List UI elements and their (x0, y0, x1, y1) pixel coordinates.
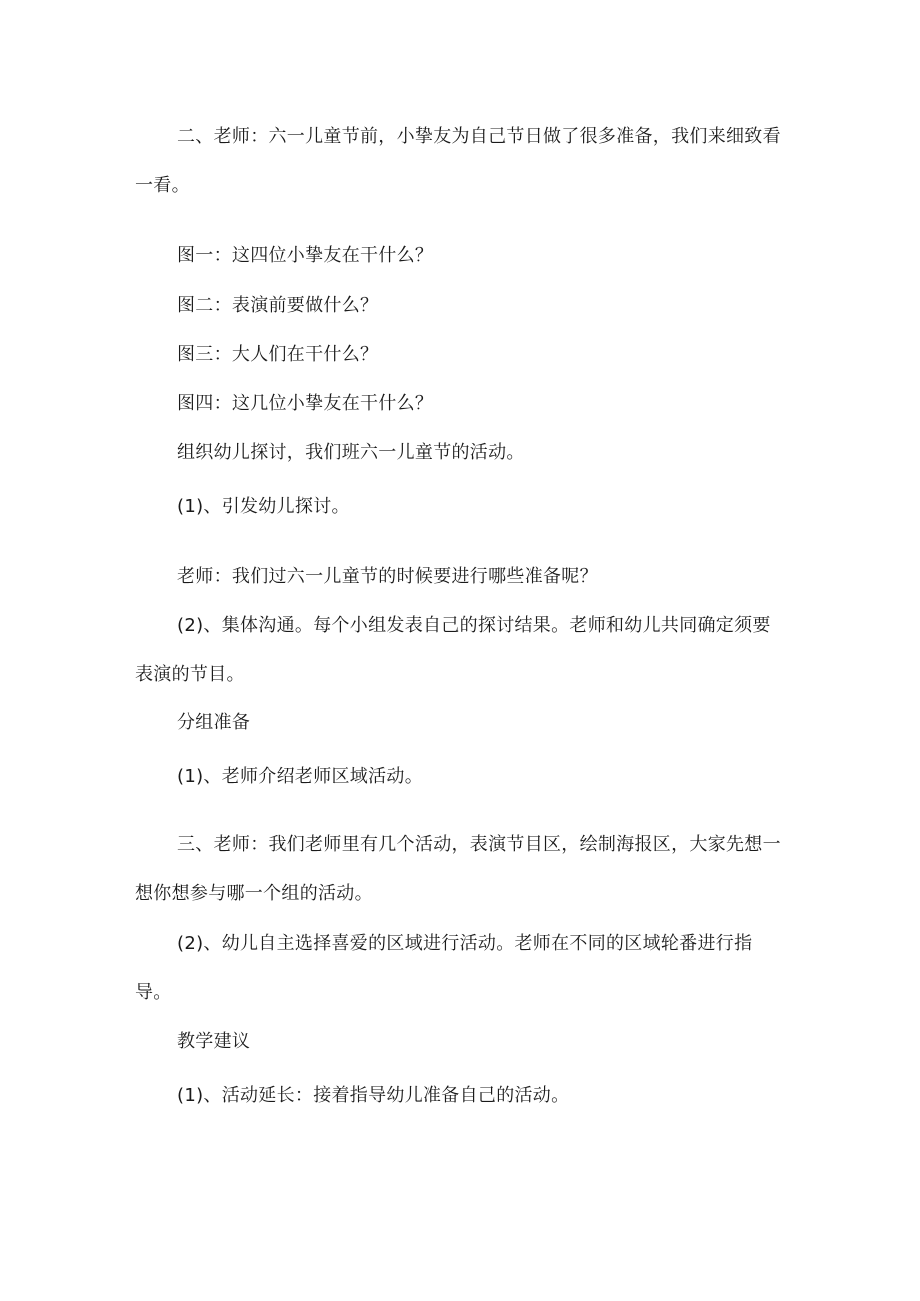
paragraph-step-2-communication: (2)、集体沟通。每个小组发表自己的探讨结果。老师和幼儿共同确定须要表演的节目。 (135, 615, 771, 685)
paragraph-group-preparation: 分组准备 (177, 712, 251, 733)
paragraph-teacher-question: 老师：我们过六一儿童节的时候要进行哪些准备呢？ (177, 566, 598, 587)
paragraph-step-1-discussion: (1)、引发幼儿探讨。 (177, 496, 350, 517)
paragraph-section-two-intro: 二、老师：六一儿童节前，小挚友为自己节日做了很多准备，我们来细致看一看。 (135, 126, 781, 196)
paragraph-picture-one: 图一：这四位小挚友在干什么？ (177, 245, 434, 266)
paragraph-picture-four: 图四：这几位小挚友在干什么？ (177, 393, 434, 414)
paragraph-step-1-area-intro: (1)、老师介绍老师区域活动。 (177, 766, 423, 787)
paragraph-organize-discussion: 组织幼儿探讨，我们班六一儿童节的活动。 (177, 442, 525, 463)
paragraph-picture-two: 图二：表演前要做什么？ (177, 295, 379, 316)
paragraph-picture-three: 图三：大人们在干什么？ (177, 344, 379, 365)
paragraph-section-three: 三、老师：我们老师里有几个活动，表演节目区，绘制海报区，大家先想一想你想参与哪一个组的活动。 (135, 834, 781, 904)
paragraph-teaching-suggestions: 教学建议 (177, 1031, 251, 1052)
paragraph-step-2-area-activity: (2)、幼儿自主选择喜爱的区域进行活动。老师在不同的区域轮番进行指导。 (135, 933, 753, 1003)
paragraph-activity-extension: (1)、活动延长：接着指导幼儿准备自己的活动。 (177, 1085, 570, 1106)
